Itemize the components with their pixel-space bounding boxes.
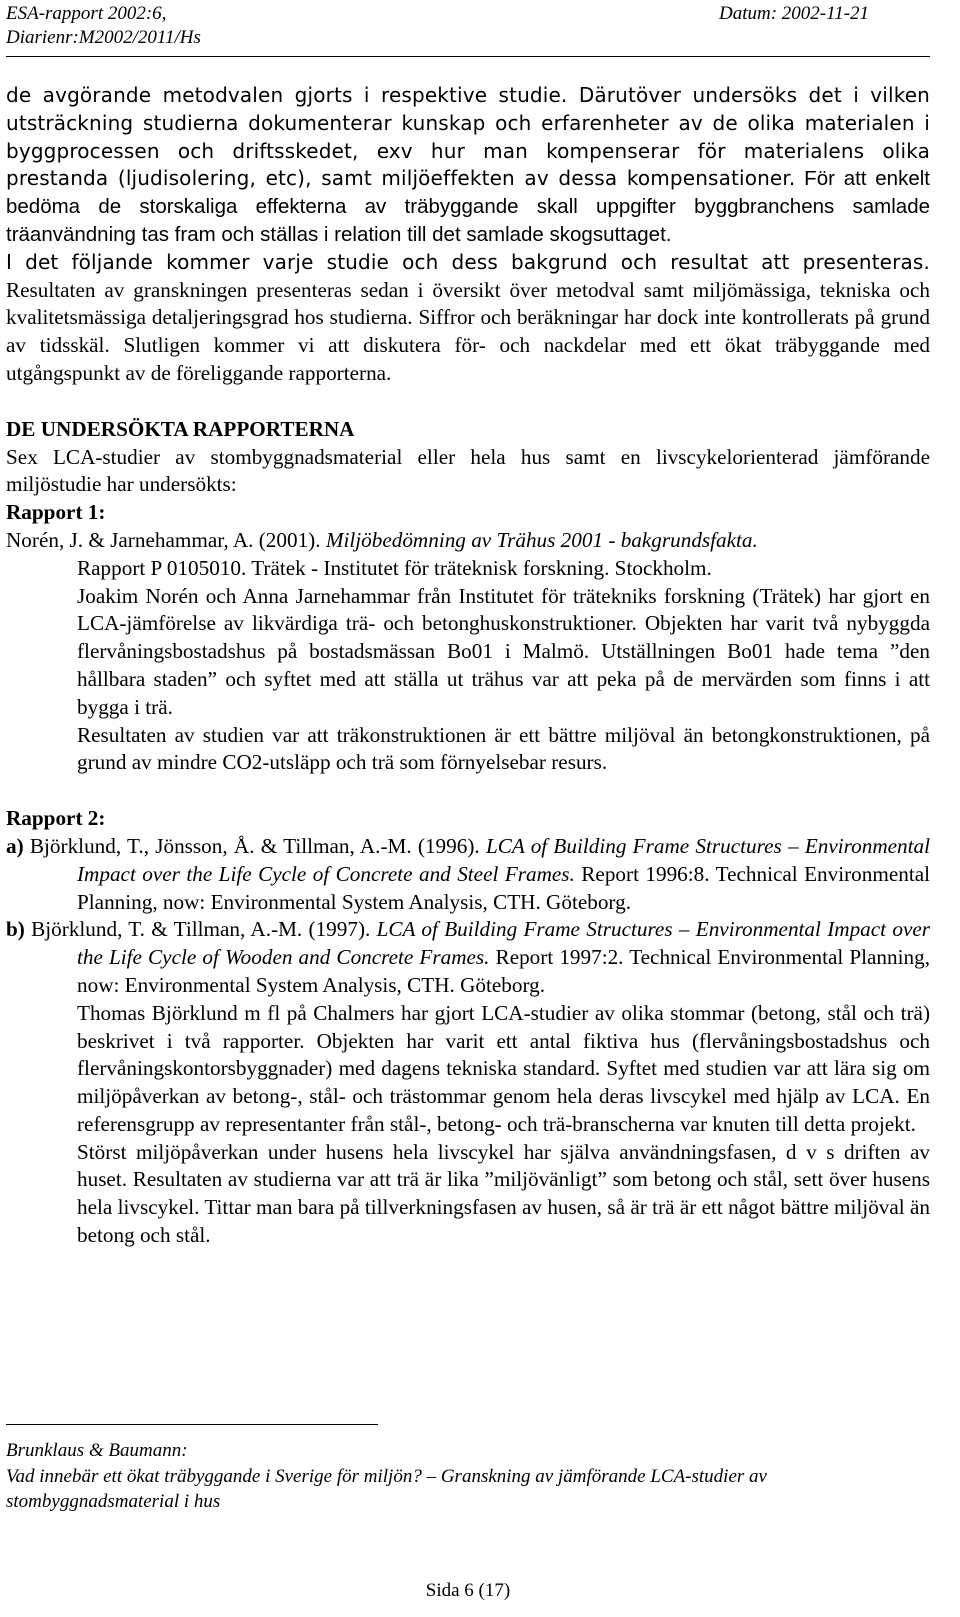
rapport-2a-reference [6, 833, 930, 916]
rapport-2a-marker: a) [6, 833, 24, 858]
page-header [0, 0, 960, 60]
intro-paragraph-1 [6, 82, 930, 249]
footer-title: Vad innebär ett ökat träbyggande i Sverige för miljön? – Granskning av jämförande LCA-studier av stombyggnadsmaterial i hus [6, 1465, 767, 1512]
spacer [6, 777, 930, 805]
rapport-2a-publisher: Report 1996:8. Technical Environmental Planning, now: Environmental System Analysis, CTH. Göteborg. [77, 861, 931, 914]
rapport-2b-authors: Björklund, T. & Tillman, A.-M. (1997). [24, 917, 377, 942]
rapport-2-label: Rapport 2: [6, 806, 106, 831]
section-heading: DE UNDERSÖKTA RAPPORTERNA [6, 416, 355, 441]
rapport-2b-marker: b) [6, 917, 25, 942]
page-number: Sida 6 (17) [425, 1580, 511, 1601]
intro-p2-part-a: I det följande kommer varje studie och dess bakgrund och resultat att presenteras. [6, 249, 930, 274]
report-number: ESA-rapport 2002:6, [6, 3, 167, 24]
rapport-1-reference [6, 527, 930, 583]
rapport-2b-title: LCA of Building Frame Structures – Environmental Impact over the Life Cycle of Wooden and Concrete Frames. [77, 917, 931, 970]
rapport-2a-authors: Björklund, T., Jönsson, Å. & Tillman, A.-M. (1996). [23, 833, 486, 858]
header-divider [6, 56, 930, 57]
rapport-1-publisher: Rapport P 0105010. Trätek - Institutet för träteknisk forskning. Stockholm. [77, 555, 712, 580]
rapport-2b-publisher: Report 1997:2. Technical Environmental Planning, now: Environmental System Analysis, CTH. Göteborg. [77, 945, 930, 997]
intro-p1-part-b: För att enkelt bedöma de storskaliga effekterna av träbyggande skall uppgifter byggbranchens samlade träanvändning tas fram och ställas i relation till det samlade skogsuttaget. [6, 167, 930, 246]
report-id [6, 2, 201, 50]
document-body [6, 82, 930, 1250]
rapport-1-title: Miljöbedömning av Trähus 2001 - bakgrundsfakta. [325, 527, 758, 552]
report-date: Datum: 2002-11-21 [719, 3, 870, 24]
rapport-2-result: Störst miljöpåverkan under husens hela livscykel har själva användningsfasen, d v s driften av huset. Resultaten av studierna var att trä är lika ”miljövänligt” som betong och stål, sett över husens hela livscykel. Tittar man bara på tillverkningsfasen av husen, så är trä är ett något bättre miljöval än betong och stål. [77, 1139, 930, 1248]
rapport-2-description: Thomas Björklund m fl på Chalmers har gjort LCA-studier av olika stommar (betong, stål och trä) beskrivet i två rapporter. Objekten har varit ett antal fiktiva hus (flervåningsbostadshus och flervåningskontorsbyggnader) med dagens tekniska standard. Syftet med studien var att lära sig om miljöpåverkan av betong-, stål- och trästommar genom hela deras livscykel med hjälp av LCA. En referensgrupp av representanter från stål-, betong- och trä-branscherna var knuten till detta projekt. [77, 1000, 930, 1136]
rapport-2b-reference [6, 916, 930, 999]
section-intro: Sex LCA-studier av stombyggnadsmaterial eller hela hus samt en livscykelorienterad jämförande miljöstudie har undersökts: [6, 444, 930, 497]
footer-authors: Brunklaus & Baumann: [6, 1440, 188, 1461]
diary-number: Diarienr:M2002/2011/Hs [6, 27, 201, 48]
rapport-1-authors: Norén, J. & Jarnehammar, A. (2001). [6, 527, 326, 552]
intro-paragraph-2 [6, 249, 930, 388]
rapport-1-description: Joakim Norén och Anna Jarnehammar från Institutet för trätekniks forskning (Trätek) har gjort en LCA-jämförelse av likvärdiga trä- och betonghuskonstruktioner. Objekten har varit två nybyggda flervåningsbostadshus på bostadsmässan Bo01 i Malmö. Utställningen Bo01 hade tema ”den hållbara staden” och syftet med att ställa ut trähus var att peka på de mervärden som finns i att bygga i trä. [77, 583, 930, 719]
intro-p2-part-b: Resultaten av granskningen presenteras sedan i översikt över metodval samt miljömässiga, tekniska och kvalitetsmässiga detaljeringsgrad hos studierna. Siffror och beräkningar har dock inte kontrollerats på grund av tidsskäl. Slutligen kommer vi att diskutera för- och nackdelar med ett ökat träbyggande med utgångspunkt av de föreliggande rapporterna. [6, 277, 930, 385]
footer-divider [6, 1424, 378, 1425]
page-footer [6, 1438, 930, 1515]
rapport-2a-title: LCA of Building Frame Structures – Environmental Impact over the Life Cycle of Concrete and Steel Frames. [77, 833, 930, 886]
intro-p1-part-a: de avgörande metodvalen gjorts i respektive studie. Därutöver undersöks det i vilken utsträckning studierna dokumenterar kunskap och erfarenheter av de olika materialen i byggprocessen och driftsskedet, exv hur man kompenserar för materialens olika prestanda (ljudisolering, etc), samt miljöeffekten av dessa kompensationer. [6, 83, 930, 191]
rapport-1-label: Rapport 1: [6, 500, 106, 525]
rapport-1-result: Resultaten av studien var att träkonstruktionen är ett bättre miljöval än betongkonstruktionen, på grund av mindre CO2-utsläpp och trä som förnyelsebar resurs. [77, 722, 930, 775]
